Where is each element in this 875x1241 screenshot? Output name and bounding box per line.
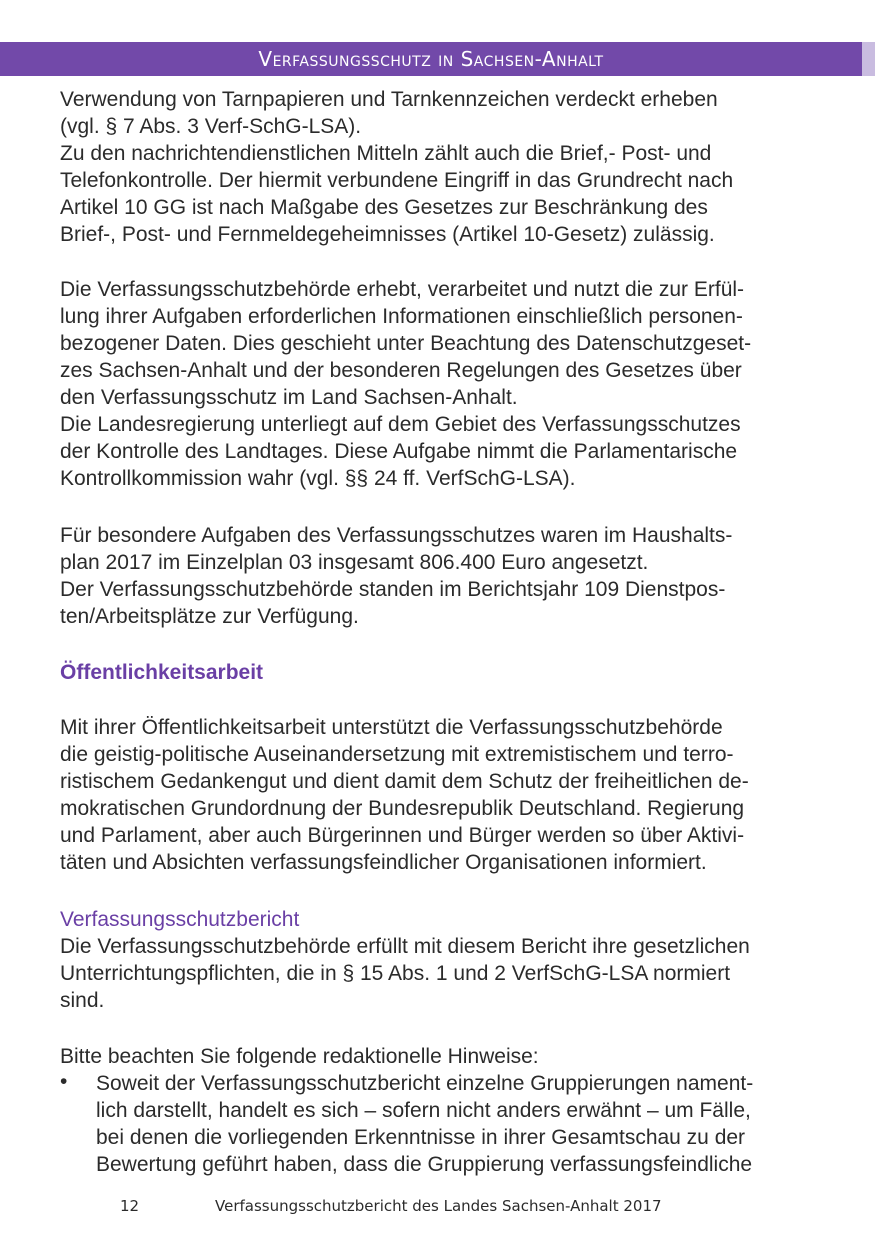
text-line: sind. [60, 989, 105, 1012]
text-line: ten/Arbeitsplätze zur Verfügung. [60, 605, 359, 628]
text-line: die geistig-politische Auseinandersetzung mit extremistischem und terro- [60, 743, 734, 766]
text-line: Der Verfassungsschutzbehörde standen im Berichtsjahr 109 Dienstpos- [60, 578, 726, 601]
header-bar [0, 42, 875, 76]
text-line: Kontrollkommission wahr (vgl. §§ 24 ff. VerfSchG-LSA). [60, 467, 576, 490]
text-line: Die Verfassungsschutzbehörde erfüllt mit diesem Bericht ihre gesetzlichen [60, 935, 750, 958]
text-line: Artikel 10 GG ist nach Maßgabe des Gesetzes zur Beschränkung des [60, 196, 708, 219]
text-line: Telefonkontrolle. Der hiermit verbundene Eingriff in das Grundrecht nach [60, 169, 734, 192]
text-line: den Verfassungsschutz im Land Sachsen-Anhalt. [60, 386, 518, 409]
text-line: Brief-, Post- und Fernmeldegeheimnisses (Artikel 10-Gesetz) zulässig. [60, 223, 715, 246]
page-header-title: Verfassungsschutz in Sachsen-Anhalt [258, 47, 604, 71]
text-line: und Parlament, aber auch Bürgerinnen und Bürger werden so über Aktivi- [60, 824, 745, 847]
text-line: ristischem Gedankengut und dient damit dem Schutz der freiheitlichen de- [60, 770, 749, 793]
text-line: Bitte beachten Sie folgende redaktionelle Hinweise: [60, 1045, 539, 1068]
bullet-line: Bewertung geführt haben, dass die Gruppierung verfassungsfeindliche [96, 1153, 753, 1176]
text-line: Verwendung von Tarnpapieren und Tarnkennzeichen verdeckt erheben [60, 88, 718, 111]
bullet-line: Soweit der Verfassungsschutzbericht einzelne Gruppierungen nament- [96, 1072, 754, 1095]
text-line: Für besondere Aufgaben des Verfassungsschutzes waren im Haushalts- [60, 524, 733, 547]
text-line: bezogener Daten. Dies geschieht unter Beachtung des Datenschutzgeset- [60, 332, 752, 355]
section-heading: Öffentlichkeitsarbeit [60, 661, 264, 684]
bullet-point: • [60, 1070, 68, 1093]
text-line: Die Verfassungsschutzbehörde erhebt, verarbeitet und nutzt die zur Erfül- [60, 278, 745, 301]
text-line: täten und Absichten verfassungsfeindlicher Organisationen informiert. [60, 851, 707, 874]
text-line: Mit ihrer Öffentlichkeitsarbeit unterstützt die Verfassungsschutzbehörde [60, 716, 723, 739]
text-line: (vgl. § 7 Abs. 3 Verf-SchG-LSA). [60, 115, 362, 138]
text-line: zes Sachsen-Anhalt und der besonderen Regelungen des Gesetzes über [60, 359, 742, 382]
text-line: lung ihrer Aufgaben erforderlichen Informationen einschließlich personen- [60, 305, 743, 328]
text-line: Zu den nachrichtendienstlichen Mitteln zählt auch die Brief,- Post- und [60, 142, 712, 165]
subsection-heading: Verfassungsschutzbericht [60, 908, 300, 931]
footer-text: Verfassungsschutzbericht des Landes Sachsen-Anhalt 2017 [215, 1197, 662, 1215]
text-line: Die Landesregierung unterliegt auf dem Gebiet des Verfassungsschutzes [60, 413, 741, 436]
page-number: 12 [120, 1197, 140, 1215]
text-line: Unterrichtungspflichten, die in § 15 Abs. 1 und 2 VerfSchG-LSA normiert [60, 962, 731, 985]
bullet-line: bei denen die vorliegenden Erkenntnisse in ihrer Gesamtschau zu der [96, 1126, 746, 1149]
text-line: der Kontrolle des Landtages. Diese Aufgabe nimmt die Parlamentarische [60, 440, 738, 463]
text-line: mokratischen Grundordnung der Bundesrepublik Deutschland. Regierung [60, 797, 745, 820]
text-line: plan 2017 im Einzelplan 03 insgesamt 806.400 Euro angesetzt. [60, 551, 649, 574]
bullet-line: lich darstellt, handelt es sich – sofern nicht anders erwähnt – um Fälle, [96, 1099, 751, 1122]
